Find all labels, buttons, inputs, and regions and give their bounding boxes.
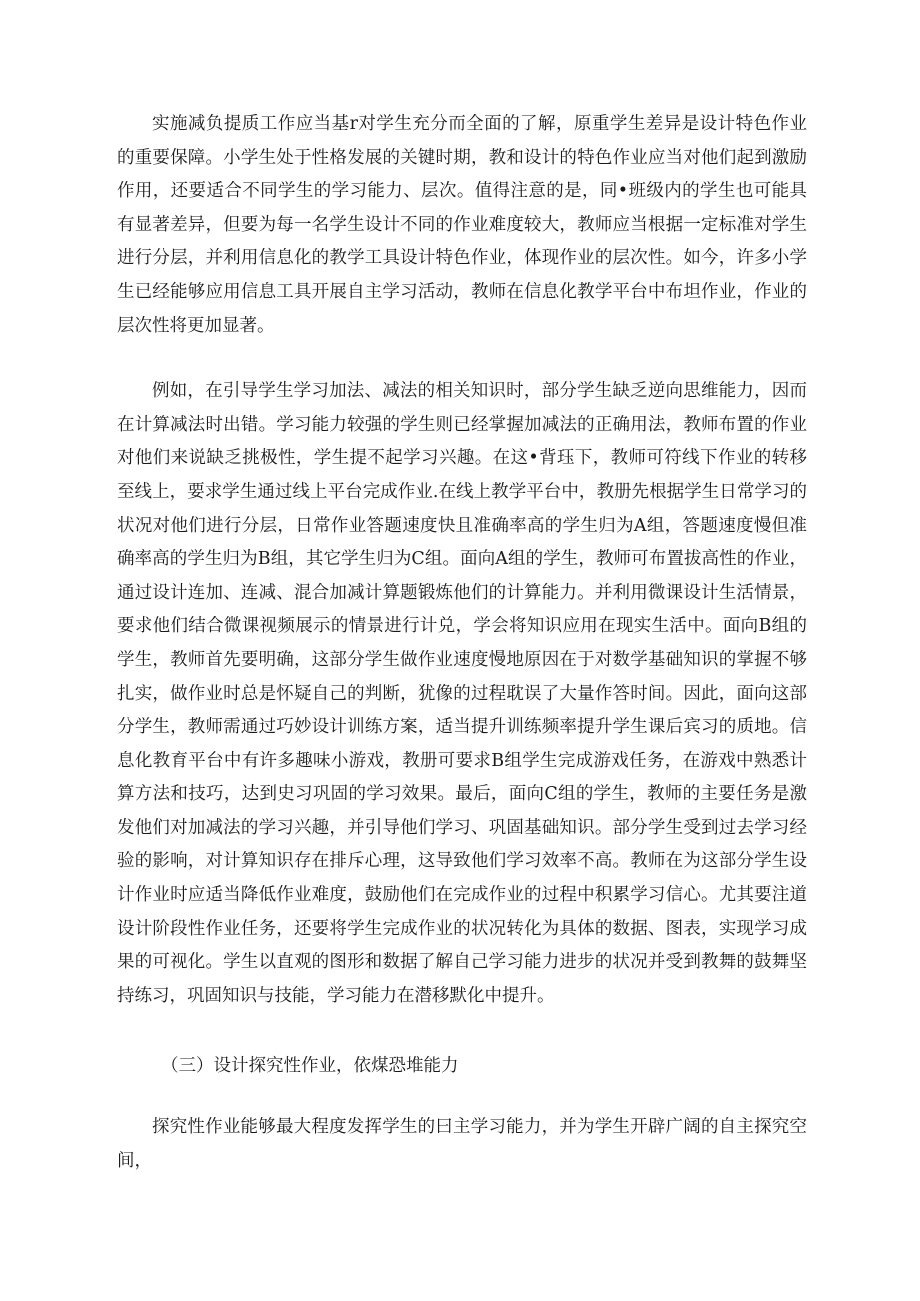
paragraph-3: 探究性作业能够最大程度发挥学生的曰主学习能力，并为学生开辟广阔的自主探究空间， — [117, 1117, 807, 1172]
paragraph-spacer — [117, 1013, 807, 1049]
paragraph-spacer — [117, 1083, 807, 1111]
paragraph-1: 实施减负提质工作应当基r对学生充分而全面的了解，原重学生差异是设计特色作业的重要保障。小学生处于性格发展的关键时期，教和设计的特色作业应当对他们起到激励作用，还要适合不同学生的学习能力、层次。值得注意的是，同•班级内的学生也可能具有显著差异，但要为每一名学生设计不同的作业难度较大，教师应当根据一定标准对学生进行分层，并利用信息化的教学工具设计特色作业，体现作业的层次性。如今，许多小学生已经能够应用信息工具开展自主学习活动，教师在信息化教学平台中布坦作业，作业的层次性将更加显著。 — [117, 114, 807, 336]
section-heading: （三）设计探究性作业，依煤恐堆能力 — [161, 1056, 459, 1077]
document-page — [117, 108, 807, 1179]
paragraph-spacer — [117, 343, 807, 375]
paragraph-2: 例如，在引导学生学习加法、减法的相关知识时，部分学生缺乏逆向思维能力，因而在计算减法时出错。学习能力较强的学生则已经掌握加减法的正确用法，教师布置的作业对他们来说缺乏挑极性，学生提不起学习兴趣。在这•背珏下，教师可符线下作业的转移至线上，要求学生通过线上平台完成作业.在线上教学平台中，教册先根据学生日常学习的状况对他们进行分层，日常作业答题速度快且准确率高的学生归为A组，答题速度慢但准确率高的学生归为B组，其它学生归为C组。面向A组的学生，教师可布置拔高性的作业，通过设计连加、连减、混合加减计算题锻炼他们的计算能力。并利用微课设计生活情景，要求他们结合微课视频展示的情景进行计兑，学会将知识应用在现实生活中。面向B组的学生，教师首先要明确，这部分学生做作业速度慢地原因在于对数学基础知识的掌握不够扎实，做作业时总是怀疑自己的判断，犹像的过程耽误了大量作答时间。因此，面向这部分学生，教师需通过巧妙设计训练方案，适当提升训练频率提升学生课后宾习的质地。信息化教育平台中有许多趣味小游戏，教册可要求B组学生完成游戏任务，在游戏中熟悉计算方法和技巧，达到史习巩固的学习效果。最后，面向C组的学生，教师的主要任务是激发他们对加减法的学习兴趣，并引导他们学习、巩固基础知识。部分学生受到过去学习经验的影响，对计算知识存在排斥心理，这导致他们学习效率不高。教师在为这部分学生设计作业时应适当降低作业难度，鼓励他们在完成作业的过程中积累学习信心。尤其要注道设计阶段性作业任务，还要将学生完成作业的状况转化为具体的数据、图表，实现学习成果的可视化。学生以直观的图形和数据了解自己学习能力进步的状况并受到教舞的鼓舞坚持练习，巩固知识与技能，学习能力在潜移默化中提升。 — [117, 381, 807, 1006]
